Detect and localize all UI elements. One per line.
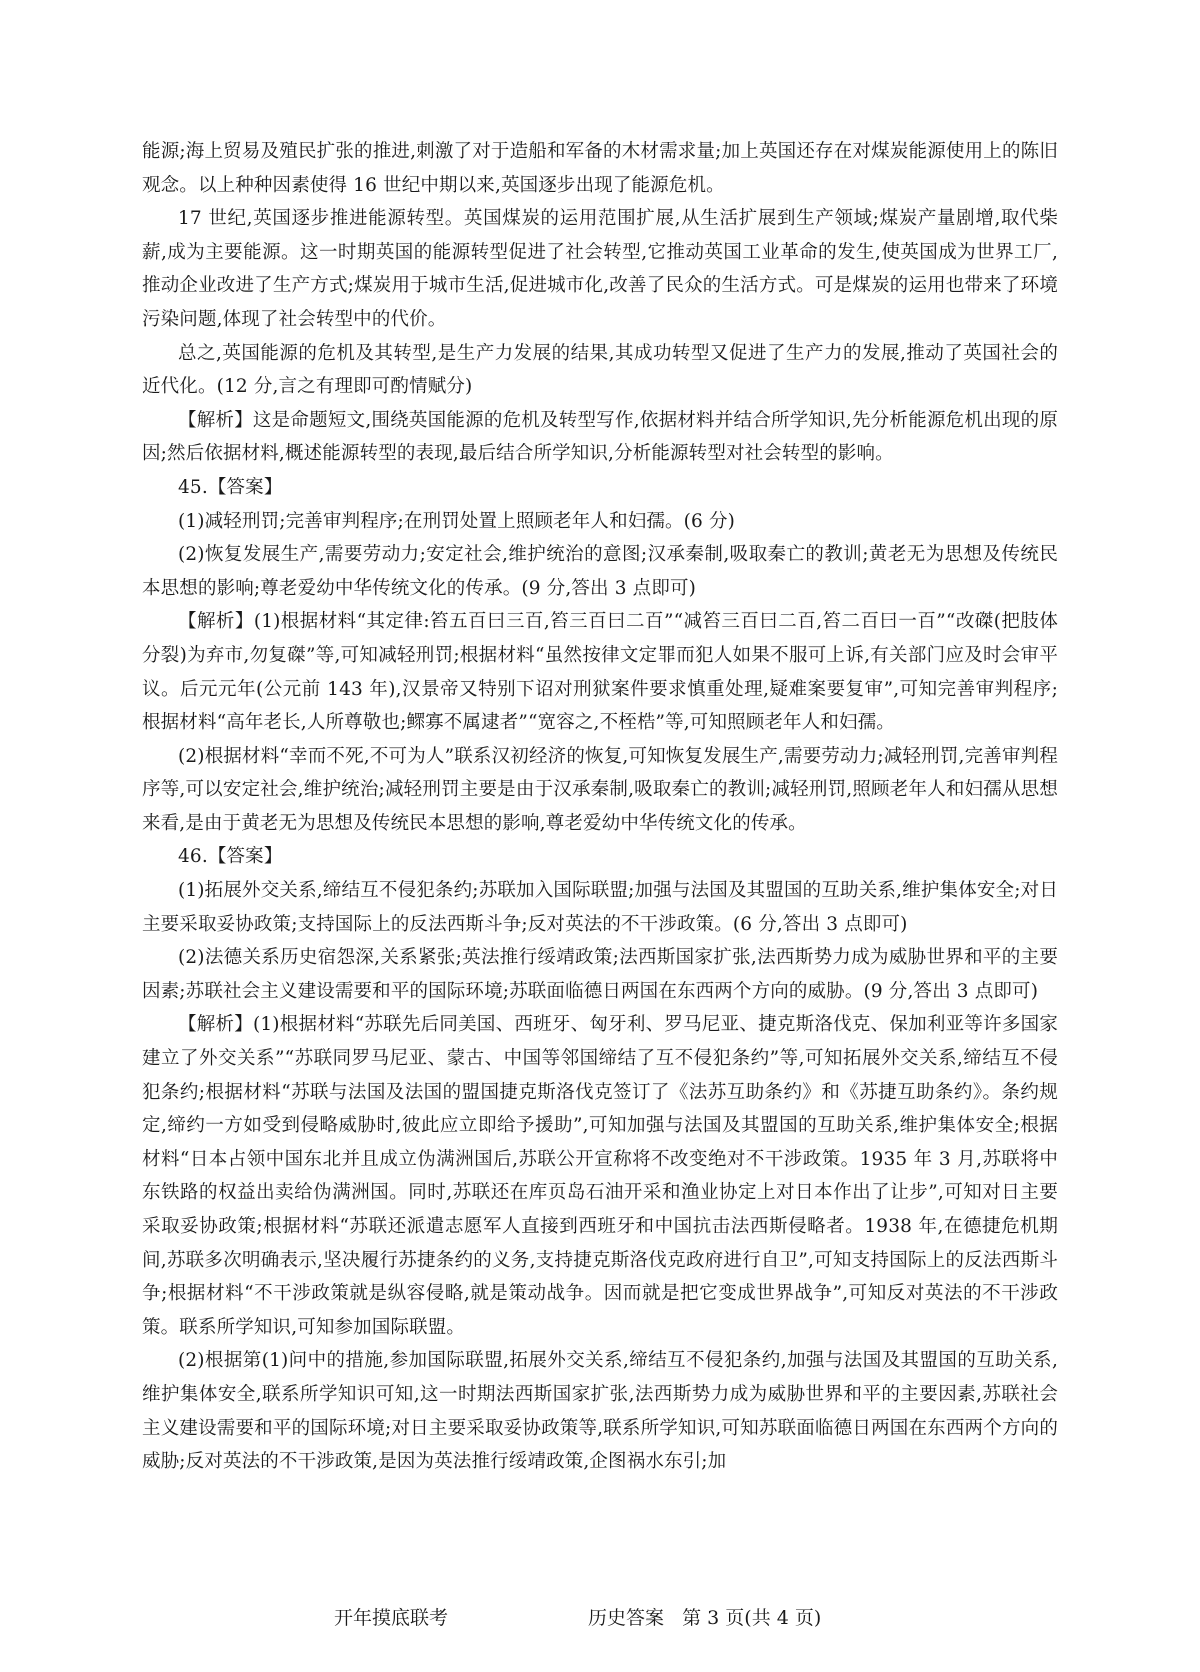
page-footer [0, 1603, 1200, 1635]
answer-item: (2)恢复发展生产,需要劳动力;安定社会,维护统治的意图;汉承秦制,吸取秦亡的教训;黄老无为思想及传统民本思想的影响;尊老爱幼中华传统文化的传承。(9 分,答出 3 点即可) [142, 544, 1058, 599]
answer-item: (2)法德关系历史宿怨深,关系紧张;英法推行绥靖政策;法西斯国家扩张,法西斯势力成为威胁世界和平的主要因素;苏联社会主义建设需要和平的国际环境;苏联面临德日两国在东西两个方向的威胁。(9 分,答出 3 点即可) [142, 947, 1058, 1002]
answer-text-body [142, 135, 1058, 1479]
page-number: 历史答案 第 3 页(共 4 页) [588, 1607, 822, 1629]
exam-name: 开年摸底联考 [334, 1607, 449, 1629]
paragraph: 17 世纪,英国逐步推进能源转型。英国煤炭的运用范围扩展,从生活扩展到生产领域;煤炭产量剧增,取代柴薪,成为主要能源。这一时期英国的能源转型促进了社会转型,它推动英国工业革命的发生,使英国成为世界工厂,推动企业改进了生产方式;煤炭用于城市生活,促进城市化,改善了民众的生活方式。可是煤炭的运用也带来了环境污染问题,体现了社会转型中的代价。 [142, 208, 1058, 330]
answer-item: (1)拓展外交关系,缔结互不侵犯条约;苏联加入国际联盟;加强与法国及其盟国的互助关系,维护集体安全;对日主要采取妥协政策;支持国际上的反法西斯斗争;反对英法的不干涉政策。(6 分,答出 3 点即可) [142, 880, 1058, 935]
paragraph: 总之,英国能源的危机及其转型,是生产力发展的结果,其成功转型又促进了生产力的发展,推动了英国社会的近代化。(12 分,言之有理即可酌情赋分) [142, 342, 1058, 398]
question-heading: 45.【答案】 [178, 476, 283, 498]
analysis-paragraph: 【解析】(1)根据材料“苏联先后同美国、西班牙、匈牙利、罗马尼亚、捷克斯洛伐克、保加利亚等许多国家建立了外交关系”“苏联同罗马尼亚、蒙古、中国等邻国缔结了互不侵犯条约”等,可知拓展外交关系,缔结互不侵犯条约;根据材料“苏联与法国及法国的盟国捷克斯洛伐克签订了《法苏互助条约》和《苏捷互助条约》。条约规定,缔约一方如受到侵略威胁时,彼此应立即给予援助”,可知加强与法国及其盟国的互助关系,维护集体安全;根据材料“日本占领中国东北并且成立伪满洲国后,苏联公开宣称将不改变绝对不干涉政策。1935 年 3 月,苏联将中东铁路的权益出卖给伪满洲国。同时,苏联还在库页岛石油开采和渔业协定上对日本作出了让步”,可知对日主要采取妥协政策;根据材料“苏联还派遣志愿军人直接到西班牙和中国抗击法西斯侵略者。1938 年,在德捷危机期间,苏联多次明确表示,坚决履行苏捷条约的义务,支持捷克斯洛伐克政府进行自卫”,可知支持国际上的反法西斯斗争;根据材料“不干涉政策就是纵容侵略,就是策动战争。因而就是把它变成世界战争”,可知反对英法的不干涉政策。联系所学知识,可知参加国际联盟。 [142, 1014, 1058, 1338]
analysis-paragraph: 【解析】这是命题短文,围绕英国能源的危机及转型写作,依据材料并结合所学知识,先分析能源危机出现的原因;然后依据材料,概述能源转型的表现,最后结合所学知识,分析能源转型对社会转型的影响。 [142, 409, 1058, 465]
answer-item: (1)减轻刑罚;完善审判程序;在刑罚处置上照顾老年人和妇孺。(6 分) [178, 510, 736, 532]
analysis-paragraph: (2)根据第(1)问中的措施,参加国际联盟,拓展外交关系,缔结互不侵犯条约,加强与法国及其盟国的互助关系,维护集体安全,联系所学知识可知,这一时期法西斯国家扩张,法西斯势力成为威胁世界和平的主要因素,苏联社会主义建设需要和平的国际环境;对日主要采取妥协政策等,联系所学知识,可知苏联面临德日两国在东西两个方向的威胁;反对英法的不干涉政策,是因为英法推行绥靖政策,企图祸水东引;加 [142, 1350, 1058, 1473]
analysis-paragraph: 【解析】(1)根据材料“其定律:笞五百曰三百,笞三百曰二百”“减笞三百曰二百,笞二百曰一百”“改磔(把肢体分裂)为弃市,勿复磔”等,可知减轻刑罚;根据材料“虽然按律文定罪而犯人如果不服可上诉,有关部门应及时会审平议。后元元年(公元前 143 年),汉景帝又特别下诏对刑狱案件要求慎重处理,疑难案要复审”,可知完善审判程序;根据材料“高年老长,人所尊敬也;鳏寡不属逮者”“宽容之,不桎梏”等,可知照顾老年人和妇孺。 [142, 611, 1058, 734]
analysis-paragraph: (2)根据材料“幸而不死,不可为人”联系汉初经济的恢复,可知恢复发展生产,需要劳动力;减轻刑罚,完善审判程序等,可以安定社会,维护统治;减轻刑罚主要是由于汉承秦制,吸取秦亡的教训;减轻刑罚,照顾老年人和妇孺从思想来看,是由于黄老无为思想及传统民本思想的影响,尊老爱幼中华传统文化的传承。 [142, 745, 1058, 834]
paragraph: 能源;海上贸易及殖民扩张的推进,刺激了对于造船和军备的木材需求量;加上英国还存在对煤炭能源使用上的陈旧观念。以上种种因素使得 16 世纪中期以来,英国逐步出现了能源危机。 [142, 141, 1058, 196]
question-heading: 46.【答案】 [178, 846, 283, 868]
